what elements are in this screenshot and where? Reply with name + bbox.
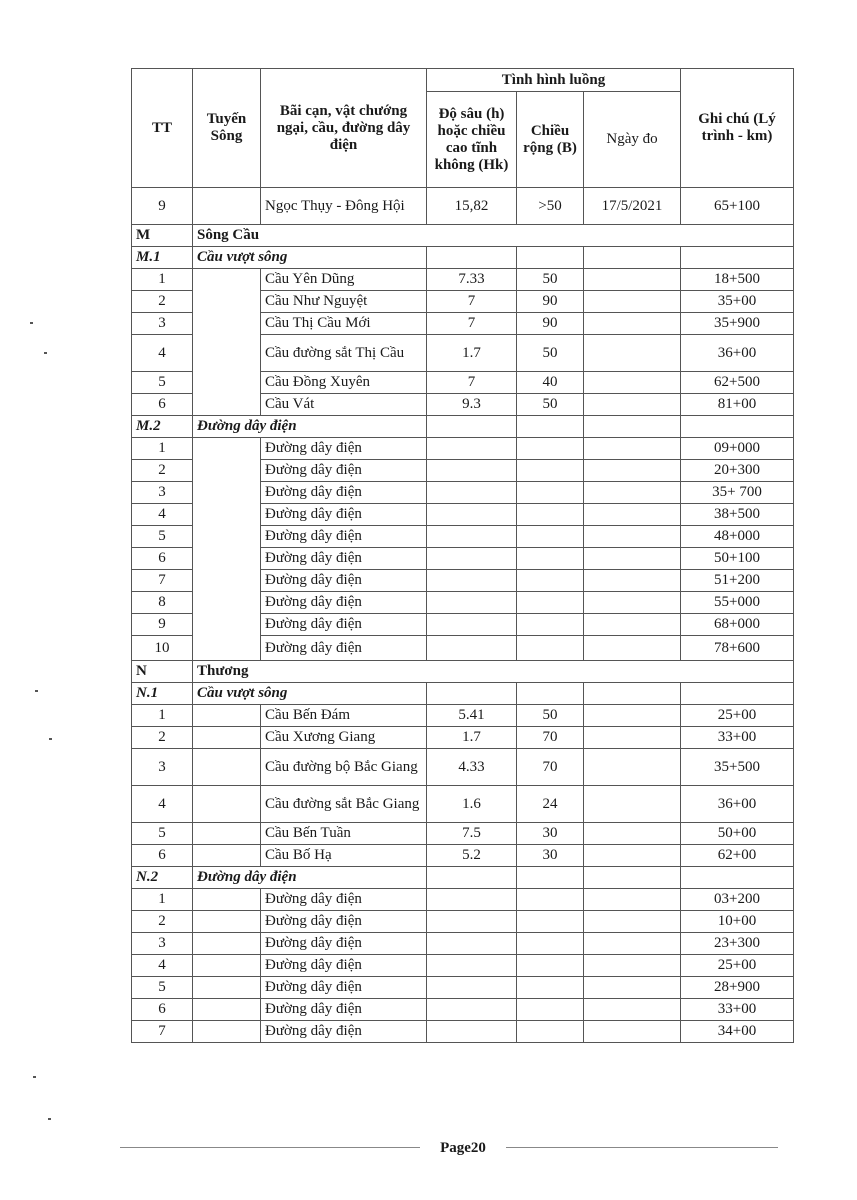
header-do-sau: Độ sâu (h) hoặc chiều cao tĩnh không (Hk) — [427, 92, 517, 188]
table-row: 1 Đường dây điện 03+200 — [132, 889, 794, 911]
table-row: 7 Đường dây điện 51+200 — [132, 570, 794, 592]
header-tt: TT — [132, 69, 193, 188]
table-row: 4 Đường dây điện 25+00 — [132, 955, 794, 977]
table-row: 3 Đường dây điện 35+ 700 — [132, 482, 794, 504]
table-row: 6 Đường dây điện 50+100 — [132, 548, 794, 570]
table-row: 2 Đường dây điện 20+300 — [132, 460, 794, 482]
table-row: 4 Cầu đường sắt Bắc Giang 1.6 24 36+00 — [132, 786, 794, 823]
header-ngay-do: Ngày đo — [584, 92, 681, 188]
table-row: 5 Đường dây điện 28+900 — [132, 977, 794, 999]
table-row: 6 Đường dây điện 33+00 — [132, 999, 794, 1021]
table-row: 3 Cầu đường bộ Bắc Giang 4.33 70 35+500 — [132, 749, 794, 786]
table-row: 3 Cầu Thị Cầu Mới 7 90 35+900 — [132, 313, 794, 335]
table-row: 6 Cầu Vát 9.3 50 81+00 — [132, 394, 794, 416]
subsection-row: N.2 Đường dây điện — [132, 867, 794, 889]
subsection-row: M.2 Đường dây điện — [132, 416, 794, 438]
table-row: 5 Cầu Đồng Xuyên 7 40 62+500 — [132, 372, 794, 394]
scan-speck — [33, 1076, 36, 1078]
section-row: N Thương — [132, 661, 794, 683]
header-tuyen-song: Tuyến Sông — [193, 69, 261, 188]
table-row: 3 Đường dây điện 23+300 — [132, 933, 794, 955]
subsection-row: N.1 Cầu vượt sông — [132, 683, 794, 705]
header-ghi-chu: Ghi chú (Lý trình - km) — [681, 69, 794, 188]
table-row: 5 Đường dây điện 48+000 — [132, 526, 794, 548]
table-row: 9 Ngọc Thụy - Đông Hội 15,82 >50 17/5/2021 65+100 — [132, 188, 794, 225]
table-row: 2 Cầu Xương Giang 1.7 70 33+00 — [132, 727, 794, 749]
table-row: 5 Cầu Bến Tuần 7.5 30 50+00 — [132, 823, 794, 845]
scan-speck — [49, 738, 52, 740]
scan-speck — [44, 352, 47, 354]
subsection-row: M.1 Cầu vượt sông — [132, 247, 794, 269]
header-bai-can: Bãi cạn, vật chướng ngại, cầu, đường dây điện — [261, 69, 427, 188]
header-tinh-hinh-luong: Tình hình luồng — [427, 69, 681, 92]
footer-rule-right — [506, 1147, 778, 1148]
table-row: 1 Đường dây điện 09+000 — [132, 438, 794, 460]
table-row: 1 Cầu Bến Đám 5.41 50 25+00 — [132, 705, 794, 727]
scan-speck — [35, 690, 38, 692]
table-row: 7 Đường dây điện 34+00 — [132, 1021, 794, 1043]
table-row: 8 Đường dây điện 55+000 — [132, 592, 794, 614]
table-row: 4 Cầu đường sắt Thị Cầu 1.7 50 36+00 — [132, 335, 794, 372]
channel-status-table — [131, 68, 794, 1043]
header-chieu-rong: Chiều rộng (B) — [517, 92, 584, 188]
footer-rule-left — [120, 1147, 420, 1148]
page-number: Page20 — [440, 1140, 486, 1156]
table-row: 1 Cầu Yên Dũng 7.33 50 18+500 — [132, 269, 794, 291]
table-row: 2 Đường dây điện 10+00 — [132, 911, 794, 933]
table-row: 10 Đường dây điện 78+600 — [132, 636, 794, 661]
table-row: 4 Đường dây điện 38+500 — [132, 504, 794, 526]
table-row: 9 Đường dây điện 68+000 — [132, 614, 794, 636]
table-row: 2 Cầu Như Nguyệt 7 90 35+00 — [132, 291, 794, 313]
section-row: M Sông Cầu — [132, 225, 794, 247]
table-row: 6 Cầu Bố Hạ 5.2 30 62+00 — [132, 845, 794, 867]
scan-speck — [48, 1118, 51, 1120]
scan-speck — [30, 322, 33, 324]
